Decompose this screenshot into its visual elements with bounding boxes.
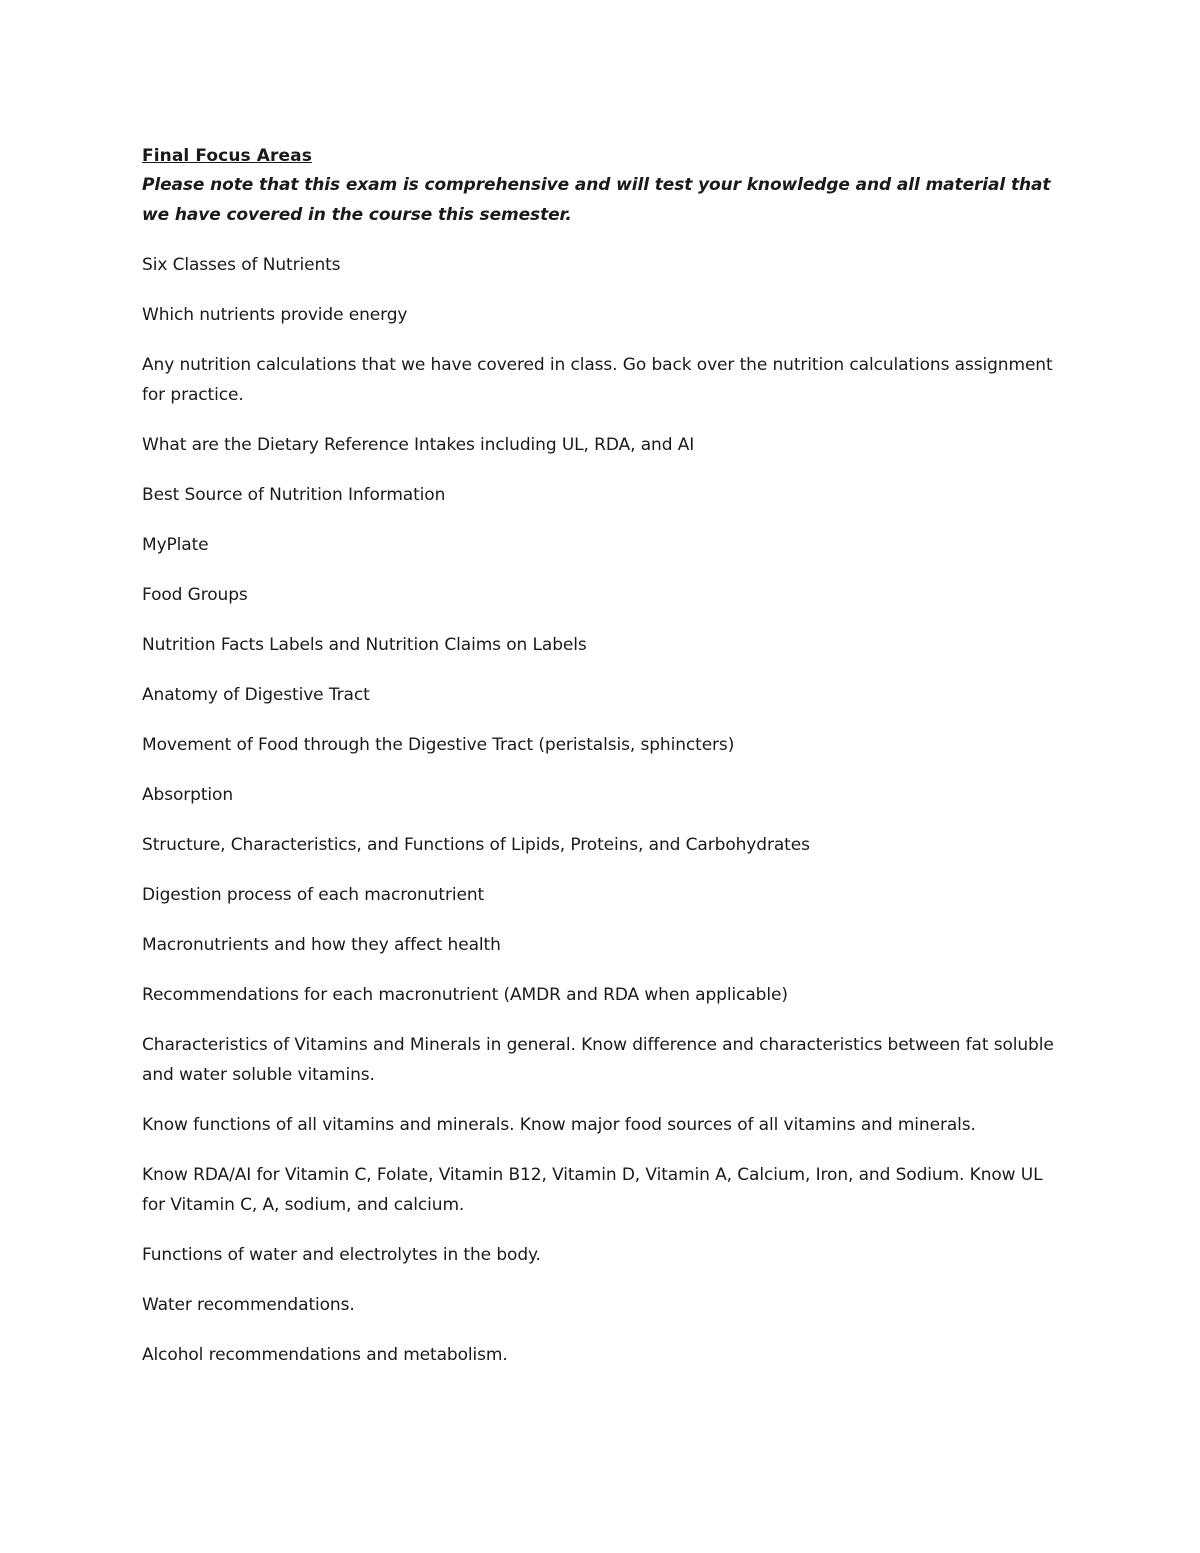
focus-item: Recommendations for each macronutrient (AMDR and RDA when applicable) [142, 985, 788, 1005]
focus-item: Know functions of all vitamins and minerals. Know major food sources of all vitamins and minerals. [142, 1115, 976, 1135]
focus-item: Water recommendations. [142, 1295, 355, 1315]
focus-item: Nutrition Facts Labels and Nutrition Claims on Labels [142, 635, 587, 655]
focus-item: Digestion process of each macronutrient [142, 885, 485, 905]
focus-item: Know RDA/AI for Vitamin C, Folate, Vitamin B12, Vitamin D, Vitamin A, Calcium, Iron, and Sodium. Know UL for Vitamin C, A, sodium, and calcium. [142, 1165, 1043, 1215]
focus-item: Best Source of Nutrition Information [142, 485, 446, 505]
document-title: Final Focus Areas [142, 146, 312, 166]
focus-item: Anatomy of Digestive Tract [142, 685, 370, 705]
focus-item: Functions of water and electrolytes in the body. [142, 1245, 541, 1265]
document-content [142, 143, 1062, 1370]
exam-note: Please note that this exam is comprehensive and will test your knowledge and all material that we have covered in the course this semester. [142, 175, 1051, 225]
focus-item: What are the Dietary Reference Intakes including UL, RDA, and AI [142, 435, 695, 455]
focus-item: Movement of Food through the Digestive Tract (peristalsis, sphincters) [142, 735, 735, 755]
focus-item: Characteristics of Vitamins and Minerals in general. Know difference and characteristics between fat soluble and water soluble vitamins. [142, 1035, 1054, 1085]
focus-item: Structure, Characteristics, and Functions of Lipids, Proteins, and Carbohydrates [142, 835, 810, 855]
focus-item: MyPlate [142, 535, 209, 555]
focus-item: Absorption [142, 785, 234, 805]
focus-item: Alcohol recommendations and metabolism. [142, 1345, 508, 1365]
focus-item: Which nutrients provide energy [142, 305, 408, 325]
focus-item: Six Classes of Nutrients [142, 255, 341, 275]
focus-item: Macronutrients and how they affect health [142, 935, 501, 955]
focus-item: Food Groups [142, 585, 248, 605]
focus-item: Any nutrition calculations that we have covered in class. Go back over the nutrition calculations assignment for practice. [142, 355, 1053, 405]
